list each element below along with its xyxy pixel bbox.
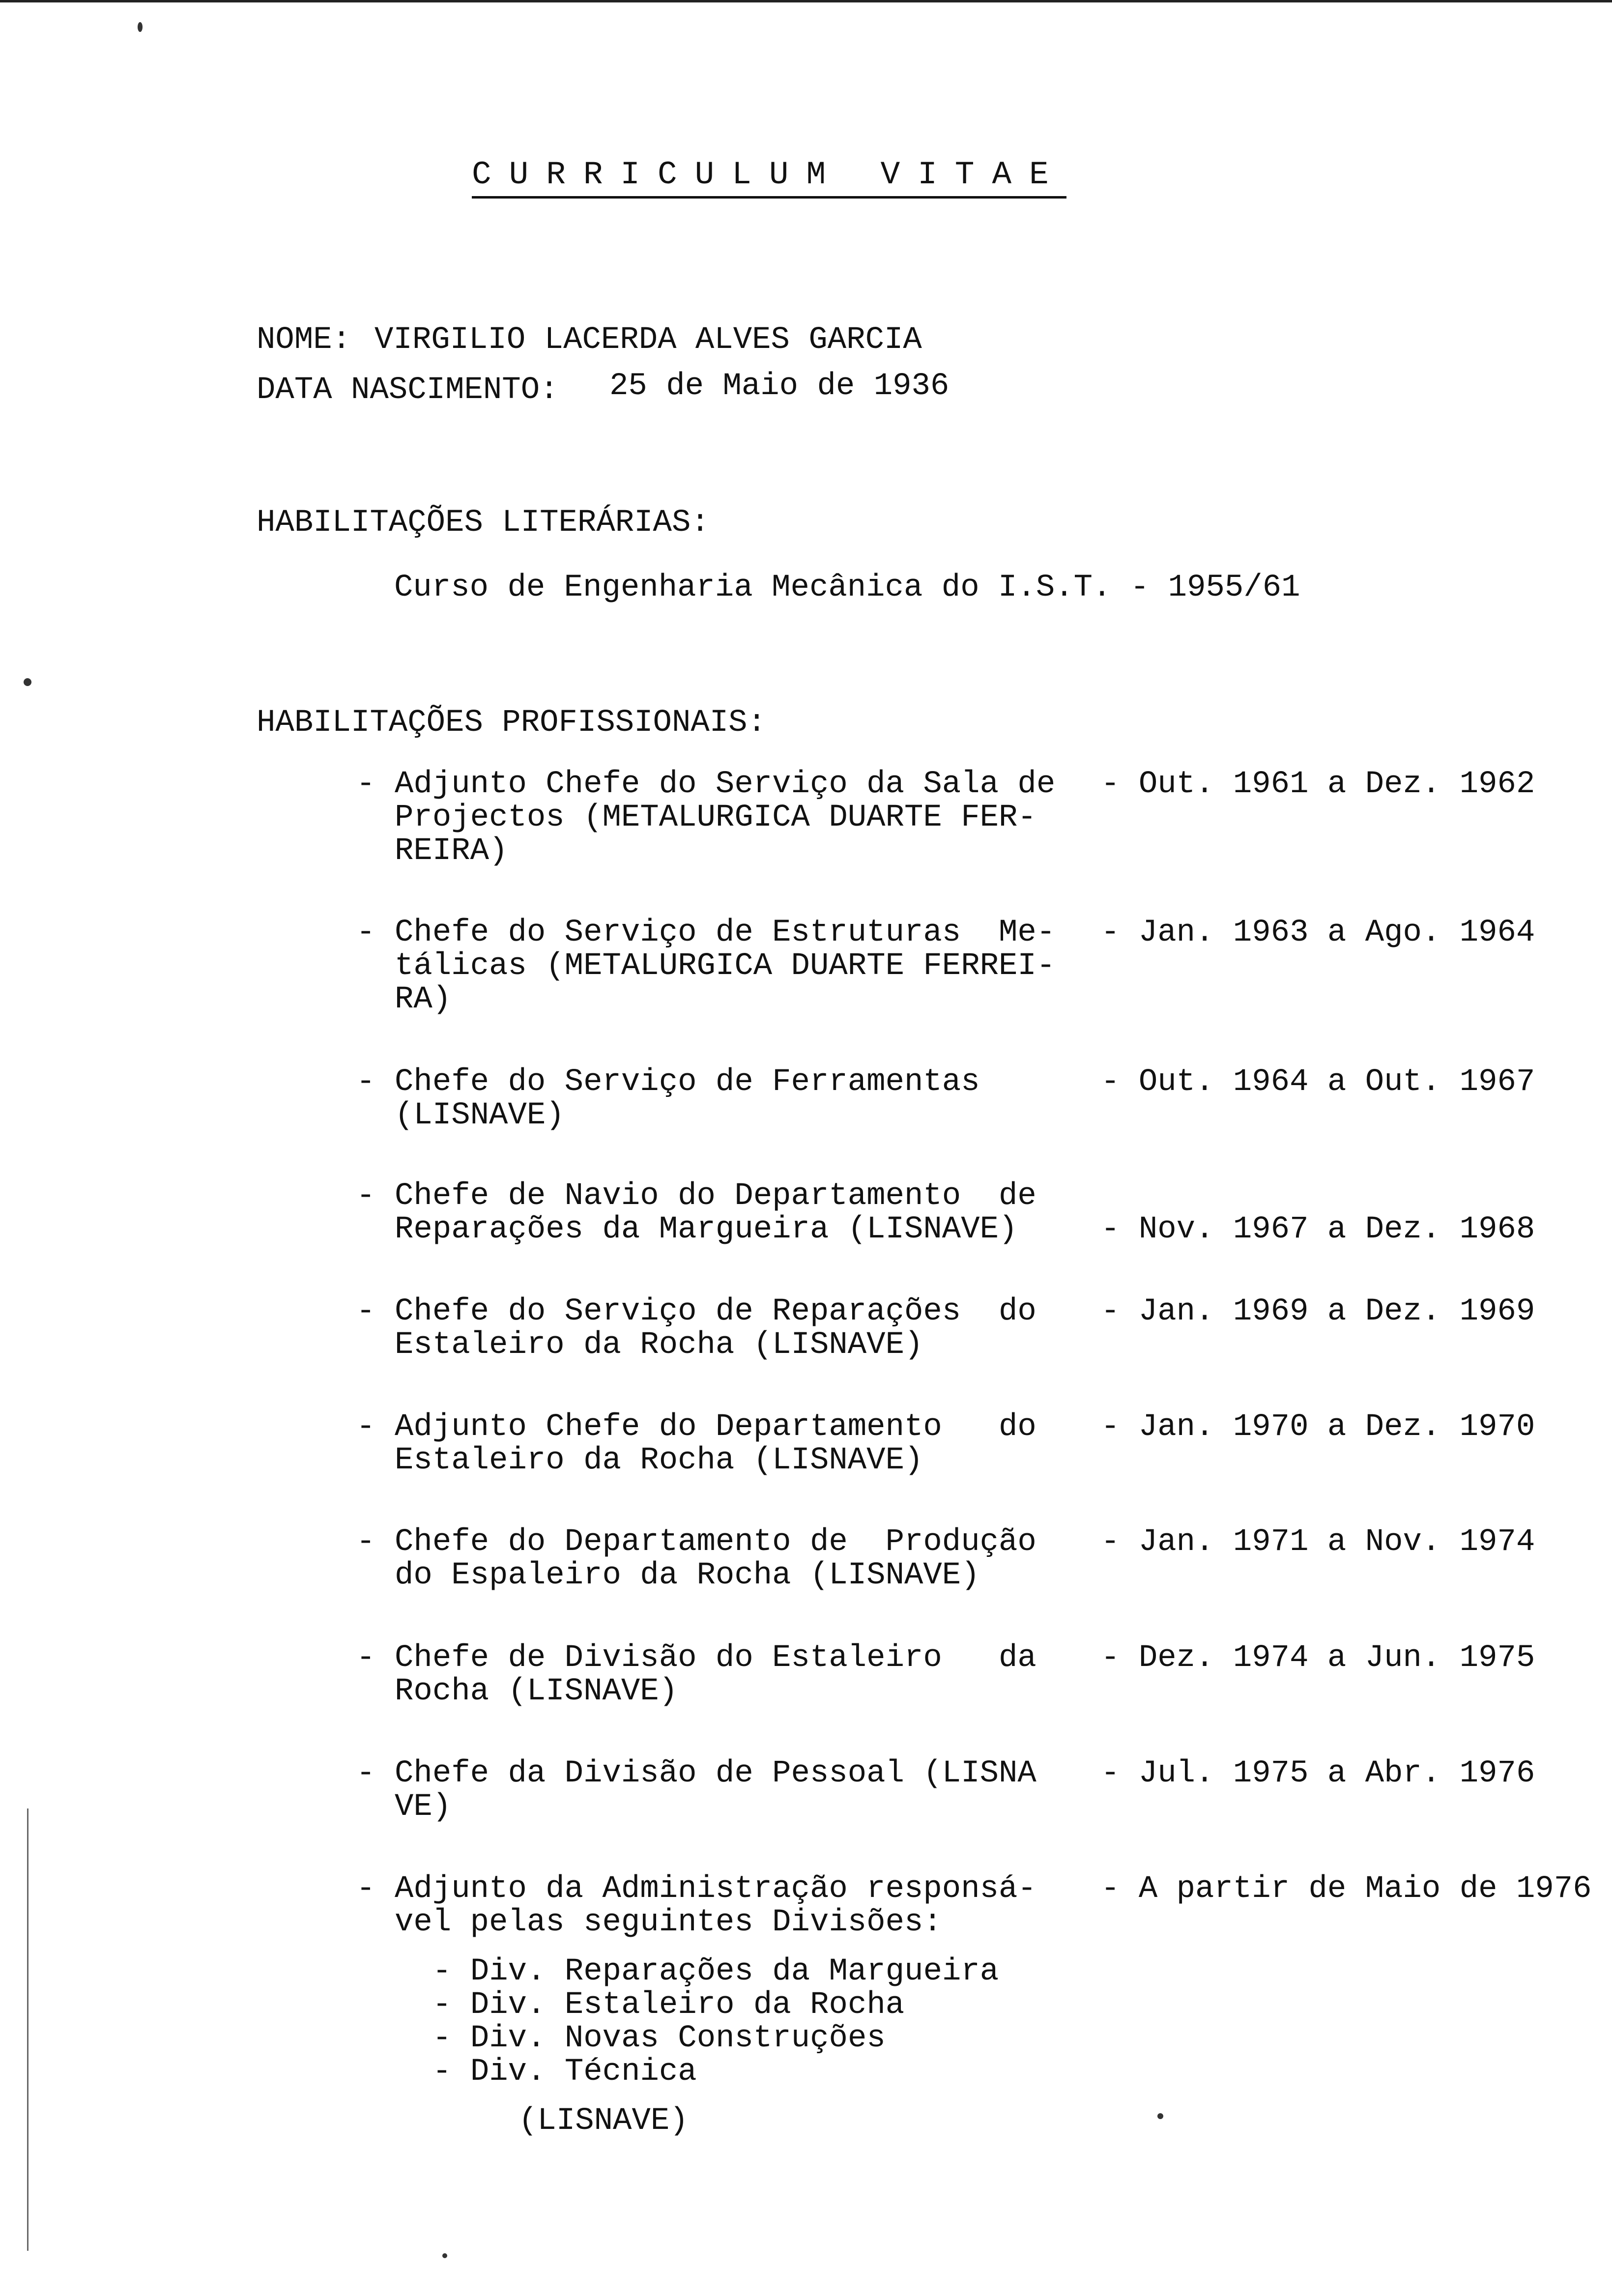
- entry-line: Chefe do Departamento de Produção: [395, 1524, 1036, 1560]
- entry-line: RA): [395, 982, 452, 1017]
- division-item: - Div. Técnica: [432, 2054, 697, 2090]
- entry-description: [356, 1065, 1084, 1132]
- entry-description: [356, 768, 1084, 868]
- entry-bullet: -: [356, 767, 375, 802]
- entry-line: Estaleiro da Rocha (LISNAVE): [395, 1443, 923, 1478]
- entry-line: (LISNAVE): [395, 1098, 565, 1133]
- entry-description: [356, 1410, 1084, 1477]
- scan-speck: [1157, 2113, 1163, 2119]
- entry-bullet: -: [356, 1524, 375, 1560]
- literary-course: Curso de Engenharia Mecânica do I.S.T. - 1955/61: [394, 570, 1300, 605]
- literary-heading: HABILITAÇÕES LITERÁRIAS:: [257, 505, 710, 541]
- entry-line: tálicas (METALURGICA DUARTE FERREI-: [395, 948, 1056, 984]
- division-item: - Div. Reparações da Margueira: [432, 1954, 999, 1989]
- entry-line: Projectos (METALURGICA DUARTE FER-: [395, 800, 1036, 835]
- top-border: [0, 0, 1612, 2]
- company-label: (LISNAVE): [518, 2103, 689, 2139]
- entry-description: [356, 1179, 1084, 1246]
- entry-line: Reparações da Margueira (LISNAVE): [395, 1212, 1018, 1247]
- scan-speck: [442, 2253, 447, 2258]
- entry-line: VE): [395, 1789, 452, 1825]
- entry-dates: - Out. 1961 a Dez. 1962: [1101, 767, 1535, 802]
- page-title: CURRICULUM VITAE: [472, 156, 1066, 199]
- division-item: - Div. Estaleiro da Rocha: [432, 1987, 905, 2023]
- entry-description: [356, 1295, 1084, 1362]
- entry-line: Chefe do Serviço de Reparações do: [395, 1294, 1036, 1329]
- entry-line: REIRA): [395, 833, 508, 869]
- entry-dates: - Nov. 1967 a Dez. 1968: [1101, 1212, 1535, 1247]
- entry-dates: - Out. 1964 a Out. 1967: [1101, 1064, 1535, 1100]
- entry-line: Chefe de Divisão do Estaleiro da: [395, 1640, 1036, 1676]
- entry-bullet: -: [356, 1064, 375, 1100]
- entry-line: Estaleiro da Rocha (LISNAVE): [395, 1327, 923, 1363]
- entry-line: Chefe da Divisão de Pessoal (LISNA: [395, 1756, 1036, 1791]
- professional-heading: HABILITAÇÕES PROFISSIONAIS:: [257, 705, 766, 741]
- margin-line: [27, 1808, 29, 2251]
- entry-bullet: -: [356, 1409, 375, 1445]
- name-label: NOME:: [257, 322, 351, 358]
- entry-line: Chefe de Navio do Departamento de: [395, 1178, 1036, 1214]
- name-value: VIRGILIO LACERDA ALVES GARCIA: [374, 322, 922, 358]
- entry-bullet: -: [356, 1871, 375, 1907]
- entry-dates: - A partir de Maio de 1976: [1101, 1871, 1592, 1907]
- entry-dates: - Dez. 1974 a Jun. 1975: [1101, 1640, 1535, 1676]
- entry-bullet: -: [356, 1178, 375, 1214]
- entry-description: [356, 1757, 1084, 1824]
- entry-line: do Espaleiro da Rocha (LISNAVE): [395, 1558, 980, 1593]
- entry-dates: - Jul. 1975 a Abr. 1976: [1101, 1756, 1535, 1791]
- entry-dates: - Jan. 1969 a Dez. 1969: [1101, 1294, 1535, 1329]
- birth-label: DATA NASCIMENTO:: [257, 373, 559, 408]
- entry-dates: - Jan. 1970 a Dez. 1970: [1101, 1409, 1535, 1445]
- entry-dates: - Jan. 1963 a Ago. 1964: [1101, 915, 1535, 950]
- entry-line: Adjunto da Administração responsá-: [395, 1871, 1036, 1907]
- entry-line: Adjunto Chefe do Serviço da Sala de: [395, 767, 1056, 802]
- entry-description: [356, 1872, 1084, 1939]
- entry-line: Rocha (LISNAVE): [395, 1674, 678, 1709]
- entry-description: [356, 1525, 1084, 1592]
- entry-line: Adjunto Chefe do Departamento do: [395, 1409, 1036, 1445]
- entry-dates: - Jan. 1971 a Nov. 1974: [1101, 1524, 1535, 1560]
- scan-speck: [138, 22, 143, 32]
- scan-speck: [24, 678, 31, 686]
- entry-bullet: -: [356, 1640, 375, 1676]
- birth-value: 25 de Maio de 1936: [609, 369, 950, 404]
- entry-line: Chefe do Serviço de Estruturas Me-: [395, 915, 1056, 950]
- entry-description: [356, 1641, 1084, 1708]
- entry-line: Chefe do Serviço de Ferramentas: [395, 1064, 980, 1100]
- entry-description: [356, 916, 1084, 1016]
- entry-bullet: -: [356, 1294, 375, 1329]
- entry-line: vel pelas seguintes Divisões:: [395, 1905, 942, 1940]
- division-item: - Div. Novas Construções: [432, 2021, 886, 2056]
- entry-bullet: -: [356, 915, 375, 950]
- entry-bullet: -: [356, 1756, 375, 1791]
